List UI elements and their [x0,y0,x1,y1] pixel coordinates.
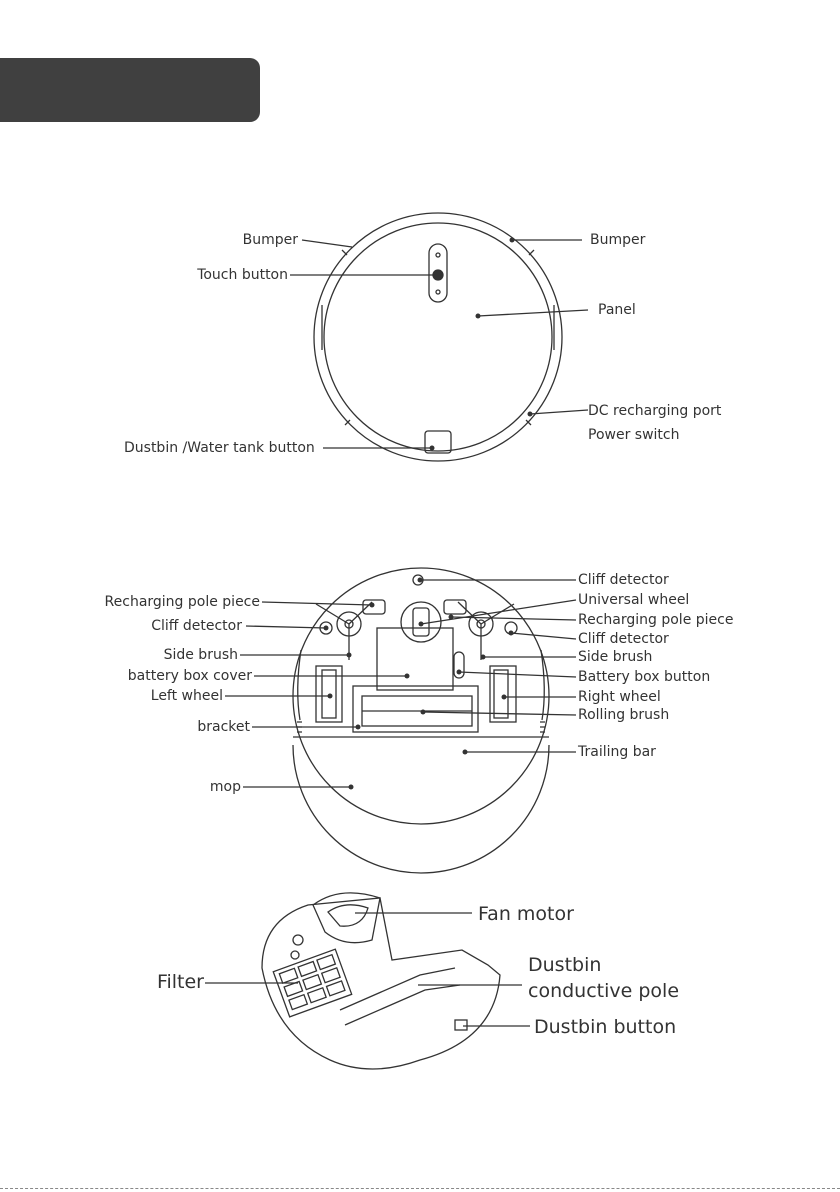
label-fan-motor: Fan motor [478,903,574,925]
label-dustbin-button: Dustbin button [534,1016,677,1038]
label-bumper-right: Bumper [590,232,646,248]
label-bracket: bracket [197,719,250,735]
label-power-switch: Power switch [588,427,680,443]
label-battery-box-cover: battery box cover [127,668,252,684]
label-cliff-detector-top: Cliff detector [578,572,669,588]
label-side-brush-right: Side brush [578,649,653,665]
label-filter: Filter [156,971,204,993]
label-recharging-pole-left: Recharging pole piece [104,594,260,610]
label-dustbin-water-tank-button: Dustbin /Water tank button [124,440,315,456]
label-left-wheel: Left wheel [150,688,223,704]
label-panel: Panel [598,302,636,318]
touch-button-dot [433,270,443,280]
label-dc-recharging-port: DC recharging port [588,403,722,419]
label-rolling-brush: Rolling brush [578,707,670,723]
label-universal-wheel: Universal wheel [578,592,690,608]
label-mop: mop [209,779,241,795]
label-dustbin-conductive-pole-line2: conductive pole [528,980,680,1002]
label-bumper-left: Bumper [242,232,298,248]
label-cliff-detector-right: Cliff detector [578,631,669,647]
label-cliff-detector-left: Cliff detector [151,618,242,634]
label-right-wheel: Right wheel [578,689,661,705]
dustbin-tank-button-shape [425,431,451,453]
label-side-brush-left: Side brush [163,647,238,663]
label-battery-box-button: Battery box button [578,669,711,685]
label-dustbin-conductive-pole-line1: Dustbin [528,954,602,976]
label-recharging-pole-right: Recharging pole piece [578,612,734,628]
label-touch-button: Touch button [197,267,288,283]
top-view-robot [290,213,588,461]
page-bottom-rule [0,1188,840,1189]
bottom-view-robot [225,568,576,873]
label-trailing-bar: Trailing bar [578,744,656,760]
